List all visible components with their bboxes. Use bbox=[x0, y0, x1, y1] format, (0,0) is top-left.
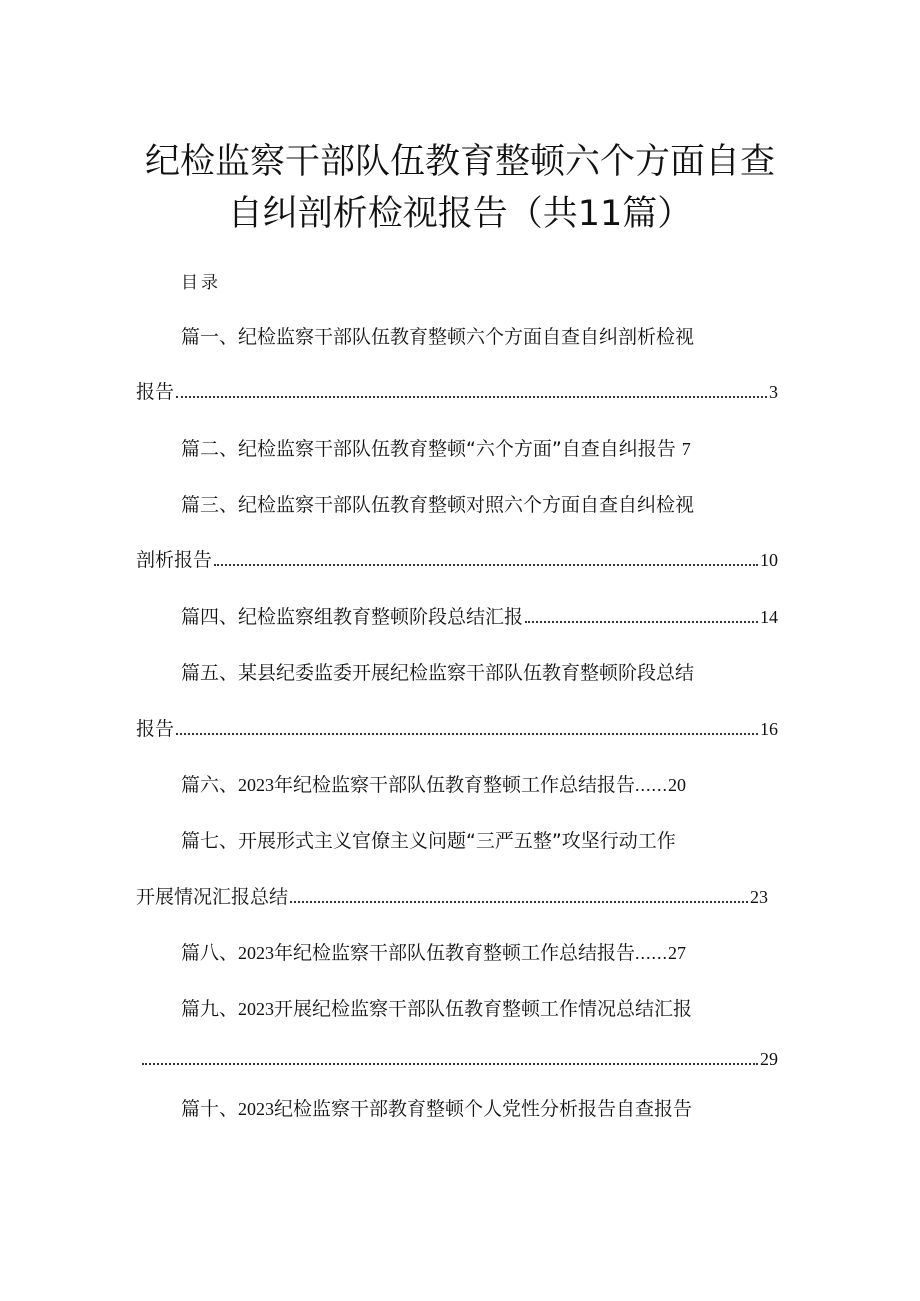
toc-entry-4-page: 14 bbox=[760, 607, 778, 627]
toc-entry-3-line-2[interactable] bbox=[136, 545, 778, 575]
toc-entry-10-prefix: 篇十、 bbox=[181, 1098, 239, 1120]
toc-entry-9-line-1[interactable] bbox=[181, 994, 692, 1024]
toc-entry-1-text: 篇一、纪检监察干部队伍教育整顿六个方面自查自纠剖析检视 bbox=[181, 326, 695, 348]
toc-entry-5-page: 16 bbox=[760, 719, 778, 739]
toc-entry-9-prefix: 篇九、 bbox=[181, 998, 239, 1020]
toc-entry-5-line-1[interactable] bbox=[181, 658, 694, 688]
toc-entry-8-dots: ...... bbox=[635, 943, 669, 963]
toc-entry-4-text: 篇四、纪检监察组教育整顿阶段总结汇报 bbox=[181, 606, 524, 628]
toc-entry-1-line-1[interactable] bbox=[181, 322, 694, 352]
toc-leader-dots bbox=[525, 620, 758, 623]
toc-entry-4-line-1[interactable] bbox=[181, 602, 778, 632]
toc-entry-9-line-2[interactable] bbox=[140, 1044, 778, 1074]
toc-entry-9-text: 开展纪检监察干部队伍教育整顿工作情况总结汇报 bbox=[274, 998, 693, 1020]
toc-entry-9-page: 29 bbox=[760, 1049, 778, 1069]
toc-entry-8-page: 27 bbox=[668, 943, 687, 963]
toc-entry-2-page: 7 bbox=[681, 439, 691, 459]
toc-entry-1-text-cont: 报告 bbox=[136, 381, 175, 403]
toc-leader-dots bbox=[176, 732, 758, 735]
toc-entry-3-text: 篇三、纪检监察干部队伍教育整顿对照六个方面自查自纠检视 bbox=[181, 494, 695, 516]
toc-entry-1-line-2[interactable] bbox=[136, 377, 778, 407]
toc-entry-5-text: 篇五、某县纪委监委开展纪检监察干部队伍教育整顿阶段总结 bbox=[181, 662, 695, 684]
toc-leader-dots bbox=[290, 900, 748, 903]
toc-entry-6-year: 2023 bbox=[238, 775, 275, 795]
toc-entry-8-text: 年纪检监察干部队伍教育整顿工作总结报告 bbox=[274, 942, 636, 964]
toc-entry-2-text: 篇二、纪检监察干部队伍教育整顿“六个方面”自查自纠报告 bbox=[181, 438, 676, 460]
toc-entry-8-year: 2023 bbox=[238, 943, 275, 963]
toc-entry-9-year: 2023 bbox=[238, 999, 275, 1019]
toc-entry-7-page: 23 bbox=[750, 887, 768, 907]
toc-heading: 目录 bbox=[181, 273, 221, 293]
toc-entry-7-text: 篇七、开展形式主义官僚主义问题“三严五整”攻坚行动工作 bbox=[181, 830, 676, 852]
document-title-line-1: 纪检监察干部队伍教育整顿六个方面自查 bbox=[144, 142, 775, 182]
toc-entry-7-text-cont: 开展情况汇报总结 bbox=[136, 886, 289, 908]
toc-leader-dots bbox=[176, 395, 767, 398]
toc-entry-5-text-cont: 报告 bbox=[136, 718, 175, 740]
toc-entry-10-year: 2023 bbox=[238, 1099, 275, 1119]
document-title-line-2: 自纠剖析检视报告（共11篇） bbox=[227, 194, 693, 234]
toc-entry-6-page: 20 bbox=[668, 775, 687, 795]
toc-entry-3-line-1[interactable] bbox=[181, 490, 694, 520]
toc-entry-7-line-1[interactable] bbox=[181, 826, 676, 856]
toc-entry-6-line-1[interactable] bbox=[181, 770, 686, 800]
toc-entry-7-line-2[interactable] bbox=[136, 882, 768, 912]
toc-entry-5-line-2[interactable] bbox=[136, 714, 778, 744]
toc-entry-10-line-1[interactable] bbox=[181, 1094, 692, 1124]
toc-entry-2-line-1[interactable] bbox=[181, 434, 691, 464]
toc-entry-6-prefix: 篇六、 bbox=[181, 774, 239, 796]
toc-entry-8-line-1[interactable] bbox=[181, 938, 686, 968]
toc-entry-6-text: 年纪检监察干部队伍教育整顿工作总结报告 bbox=[274, 774, 636, 796]
toc-entry-6-dots: ...... bbox=[635, 775, 669, 795]
toc-leader-dots bbox=[142, 1062, 758, 1065]
toc-entry-8-prefix: 篇八、 bbox=[181, 942, 239, 964]
toc-entry-10-text: 纪检监察干部教育整顿个人党性分析报告自查报告 bbox=[274, 1098, 693, 1120]
toc-entry-1-page: 3 bbox=[769, 382, 778, 402]
toc-leader-dots bbox=[214, 563, 758, 566]
toc-entry-3-page: 10 bbox=[760, 550, 778, 570]
toc-entry-3-text-cont: 剖析报告 bbox=[136, 549, 213, 571]
